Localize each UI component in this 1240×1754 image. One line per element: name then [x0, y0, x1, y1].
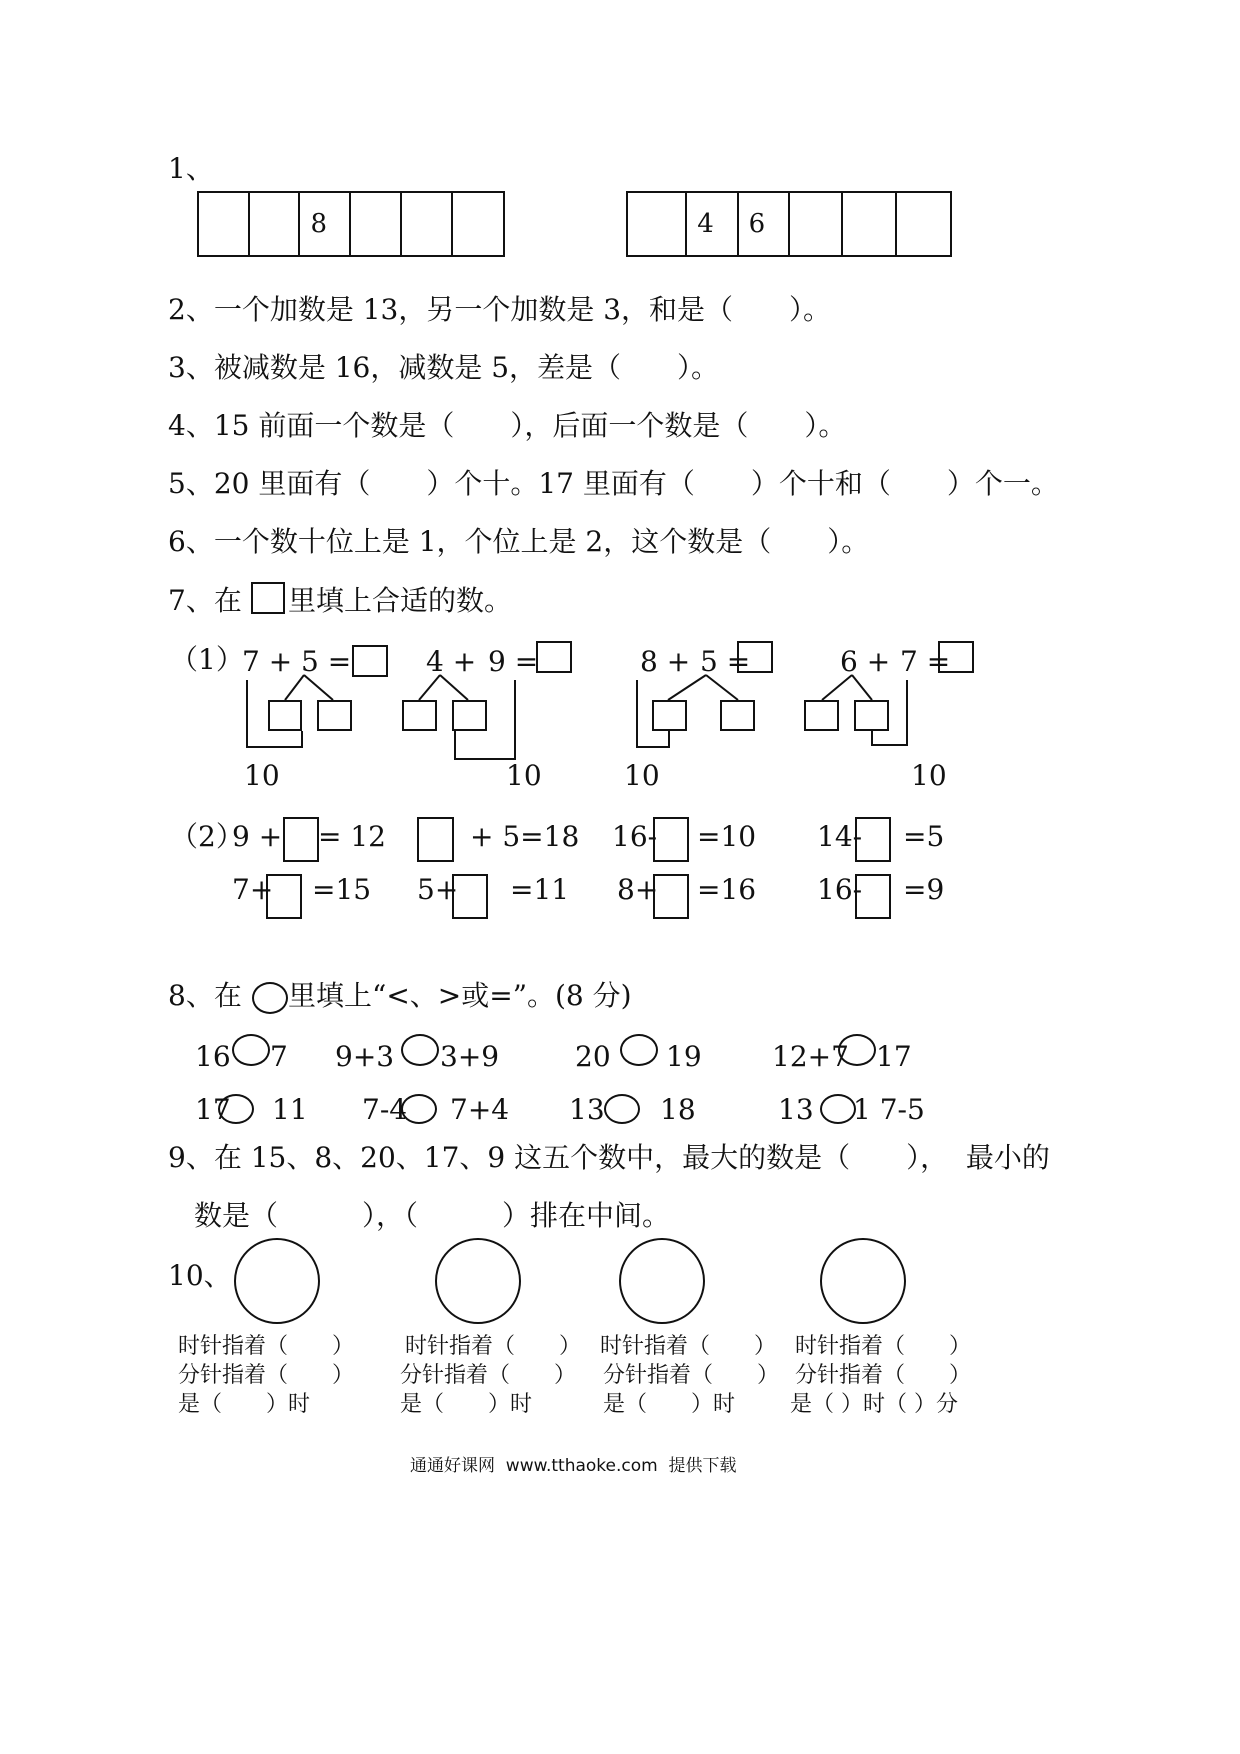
clock-hour-line: 时针指着（ ） [405, 1334, 582, 1359]
answer-box[interactable] [452, 874, 488, 919]
q8-intro-a: 8、在 [168, 979, 242, 1012]
q5-text: 5、20 里面有（ ）个十。17 里面有（ ）个十和（ ）个一。 [168, 467, 1059, 500]
compare-circle[interactable] [604, 1094, 640, 1124]
compare-text: 12+7 [772, 1040, 849, 1073]
compare-text: 7 [270, 1040, 288, 1073]
p2-text: =11 [510, 873, 570, 906]
q3-text: 3、被减数是 16，减数是 5，差是（ ）。 [168, 351, 720, 384]
q7-intro-a: 7、在 [168, 584, 242, 617]
q9-line1: 9、在 15、8、20、17、9 这五个数中，最大的数是（ ）， 最小的 [168, 1141, 1050, 1174]
p2-text: 16- [612, 820, 658, 853]
clock-minute-line: 分针指着（ ） [178, 1363, 355, 1388]
answer-box[interactable] [855, 874, 891, 919]
eq2-b: 9 = [488, 645, 539, 678]
compare-text: 9+3 [335, 1040, 395, 1073]
eq1-a: 7 + [242, 645, 293, 678]
clock-face [435, 1238, 521, 1324]
ten-label: 10 [624, 759, 660, 792]
compare-circle[interactable] [620, 1034, 658, 1066]
compare-text: 1 7-5 [853, 1093, 925, 1126]
eq3-a: 8 + [640, 645, 691, 678]
clock-minute-line: 分针指着（ ） [795, 1363, 972, 1388]
q4-text: 4、15 前面一个数是（ ），后面一个数是（ ）。 [168, 409, 847, 442]
eq2-a: 4 + [426, 645, 477, 678]
p2-text: 16- [817, 873, 863, 906]
clock-face [619, 1238, 705, 1324]
compare-text: 19 [666, 1040, 702, 1073]
q7-part2-label: （2） [170, 820, 244, 853]
p2-text: =16 [697, 873, 757, 906]
compare-text: 11 [272, 1093, 308, 1126]
ten-label: 10 [244, 759, 280, 792]
sample-circle [252, 982, 288, 1014]
compare-circle[interactable] [218, 1094, 254, 1124]
compare-text: 16 [195, 1040, 231, 1073]
strip-cell[interactable]: 4 [687, 193, 738, 255]
p2-text: 8+ [617, 873, 659, 906]
clock-hour-line: 时针指着（ ） [178, 1334, 355, 1359]
clock-time-line: 是（ ）时 [400, 1392, 533, 1417]
clock-time-line: 是（ ）时 [603, 1392, 736, 1417]
q6-text: 6、一个数十位上是 1，个位上是 2，这个数是（ ）。 [168, 525, 870, 558]
clock-time-line: 是（ ）时 [178, 1392, 311, 1417]
p2-text: = 12 [318, 820, 386, 853]
p2-text: 5+ [417, 873, 459, 906]
answer-box[interactable] [283, 817, 319, 862]
ten-label: 10 [911, 759, 947, 792]
compare-text: 13 [569, 1093, 605, 1126]
p2-text: + 5=18 [470, 820, 580, 853]
q7-part1-label: （1） [170, 643, 244, 676]
ten-label: 10 [506, 759, 542, 792]
p2-text: 14- [817, 820, 863, 853]
p2-text: =10 [697, 820, 757, 853]
answer-box[interactable] [266, 874, 302, 919]
answer-box[interactable] [855, 817, 891, 862]
clock-time-line: 是（ ）时（ ）分 [790, 1392, 958, 1417]
p2-text: 7+ [232, 873, 274, 906]
answer-box[interactable] [417, 817, 454, 862]
compare-circle[interactable] [838, 1034, 876, 1066]
strip-cell[interactable]: 6 [739, 193, 790, 255]
compare-circle[interactable] [232, 1034, 270, 1066]
compare-text: 17 [876, 1040, 912, 1073]
compare-circle[interactable] [401, 1094, 437, 1124]
p2-text: 9 + [232, 820, 283, 853]
answer-box[interactable] [653, 817, 689, 862]
compare-circle[interactable] [401, 1034, 439, 1066]
strip-cell[interactable]: 8 [300, 193, 351, 255]
compare-circle[interactable] [820, 1094, 856, 1124]
clock-face [234, 1238, 320, 1324]
eq4-b: 7 = [900, 645, 951, 678]
q8-intro-b: 里填上“<、>或=”。(8 分) [288, 979, 632, 1012]
clock-minute-line: 分针指着（ ） [603, 1363, 780, 1388]
q9-line2: 数是（ ），（ ）排在中间。 [194, 1199, 671, 1232]
compare-text: 7-4 [362, 1093, 408, 1126]
clock-minute-line: 分针指着（ ） [400, 1363, 577, 1388]
p2-text: =5 [903, 820, 945, 853]
compare-text: 3+9 [440, 1040, 500, 1073]
clock-face [820, 1238, 906, 1324]
footer-credit: 通通好课网 www.tthaoke.com 提供下载 [410, 1456, 737, 1476]
eq3-b: 5 = [700, 645, 751, 678]
answer-box[interactable] [653, 874, 689, 919]
compare-text: 17 [195, 1093, 231, 1126]
q1-label: 1、 [168, 152, 214, 185]
eq1-b: 5 = [301, 645, 352, 678]
compare-text: 18 [660, 1093, 696, 1126]
clock-hour-line: 时针指着（ ） [600, 1334, 777, 1359]
compare-text: 20 [575, 1040, 611, 1073]
compare-text: 13 [778, 1093, 814, 1126]
q2-text: 2、一个加数是 13，另一个加数是 3，和是（ ）。 [168, 293, 832, 326]
p2-text: =15 [312, 873, 372, 906]
q7-intro-b: 里填上合适的数。 [288, 584, 513, 617]
compare-text: 7+4 [450, 1093, 510, 1126]
clock-hour-line: 时针指着（ ） [795, 1334, 972, 1359]
q10-label: 10、 [168, 1259, 232, 1292]
p2-text: =9 [903, 873, 945, 906]
eq4-a: 6 + [840, 645, 891, 678]
